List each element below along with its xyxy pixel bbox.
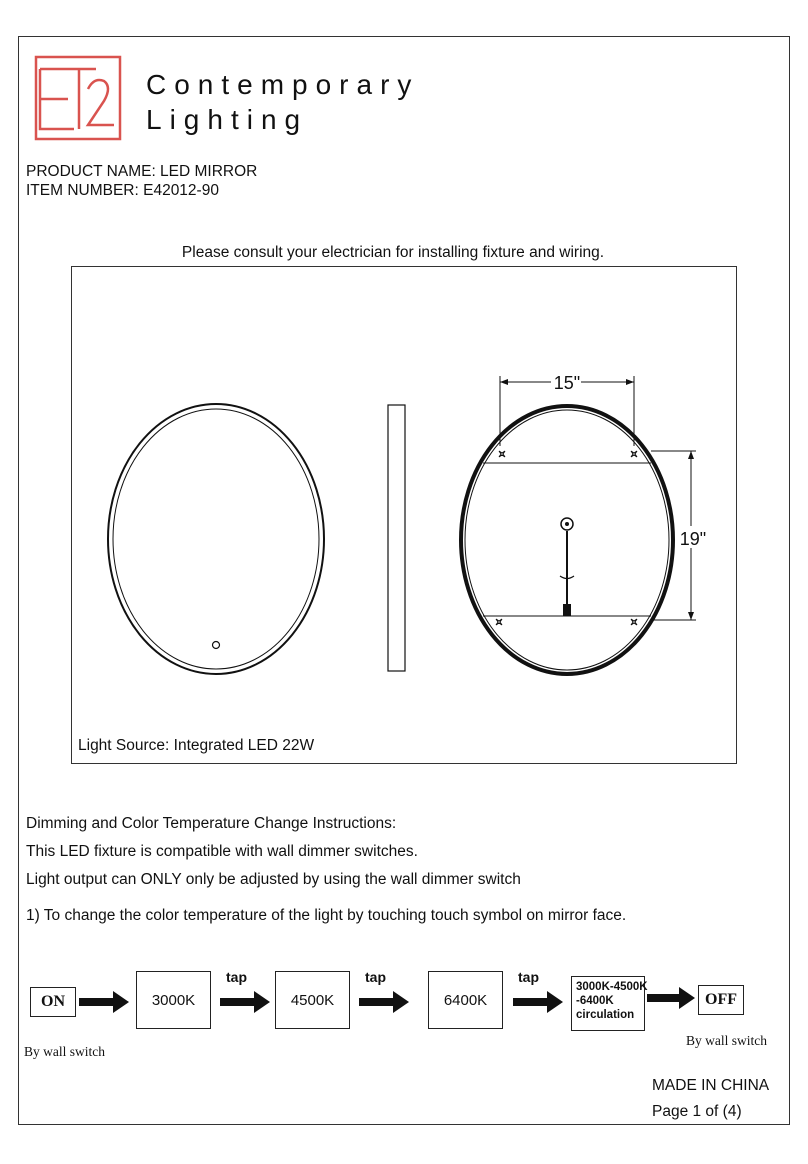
brand-line-2: Lighting <box>146 104 309 135</box>
consult-note: Please consult your electrician for installing fixture and wiring. <box>181 244 605 261</box>
box-4500k: 4500K <box>275 971 350 1029</box>
height-dimension-label: 19" <box>679 529 707 549</box>
tap-label-1: tap <box>226 969 247 985</box>
box-6400k: 6400K <box>428 971 503 1029</box>
arrow-icon <box>220 990 272 1014</box>
light-source-label: Light Source: Integrated LED 22W <box>78 737 315 754</box>
circulation-line-3: circulation <box>576 1009 635 1021</box>
brand-line-1: Contemporary <box>146 69 420 100</box>
arrow-icon <box>647 986 697 1010</box>
width-dimension-label: 15" <box>553 373 581 393</box>
touch-sensor-icon <box>213 642 220 649</box>
et2-logo <box>34 55 122 141</box>
product-info <box>26 162 257 200</box>
page-number: Page 1 of (4) <box>652 1103 742 1120</box>
back-view <box>461 376 696 674</box>
mirror-drawing <box>71 266 737 764</box>
arrow-icon <box>359 990 411 1014</box>
by-wall-switch-right: By wall switch <box>686 1033 767 1048</box>
made-in-label: MADE IN CHINA <box>652 1077 770 1094</box>
arrow-icon <box>513 990 565 1014</box>
brand-name <box>146 67 419 137</box>
off-box: OFF <box>698 985 744 1015</box>
instructions-line-2: Light output can ONLY only be adjusted by using the wall dimmer switch <box>26 871 521 888</box>
front-view <box>108 404 324 674</box>
circulation-line-1: 3000K-4500K <box>576 981 648 993</box>
arrow-icon <box>79 990 131 1014</box>
circulation-line-2: -6400K <box>576 995 614 1007</box>
side-view <box>388 405 405 671</box>
instructions-line-1: This LED fixture is compatible with wall dimmer switches. <box>26 843 418 860</box>
instructions-heading: Dimming and Color Temperature Change Instructions: <box>26 815 397 832</box>
tap-label-3: tap <box>518 969 539 985</box>
box-3000k: 3000K <box>136 971 211 1029</box>
instructions-step-1: 1) To change the color temperature of the light by touching touch symbol on mirror face. <box>26 907 627 924</box>
on-box: ON <box>30 987 76 1017</box>
by-wall-switch-left: By wall switch <box>24 1044 105 1059</box>
product-name: PRODUCT NAME: LED MIRROR <box>26 163 258 180</box>
tap-label-2: tap <box>365 969 386 985</box>
circulation-box <box>571 976 648 1031</box>
item-number: ITEM NUMBER: E42012-90 <box>26 182 219 199</box>
